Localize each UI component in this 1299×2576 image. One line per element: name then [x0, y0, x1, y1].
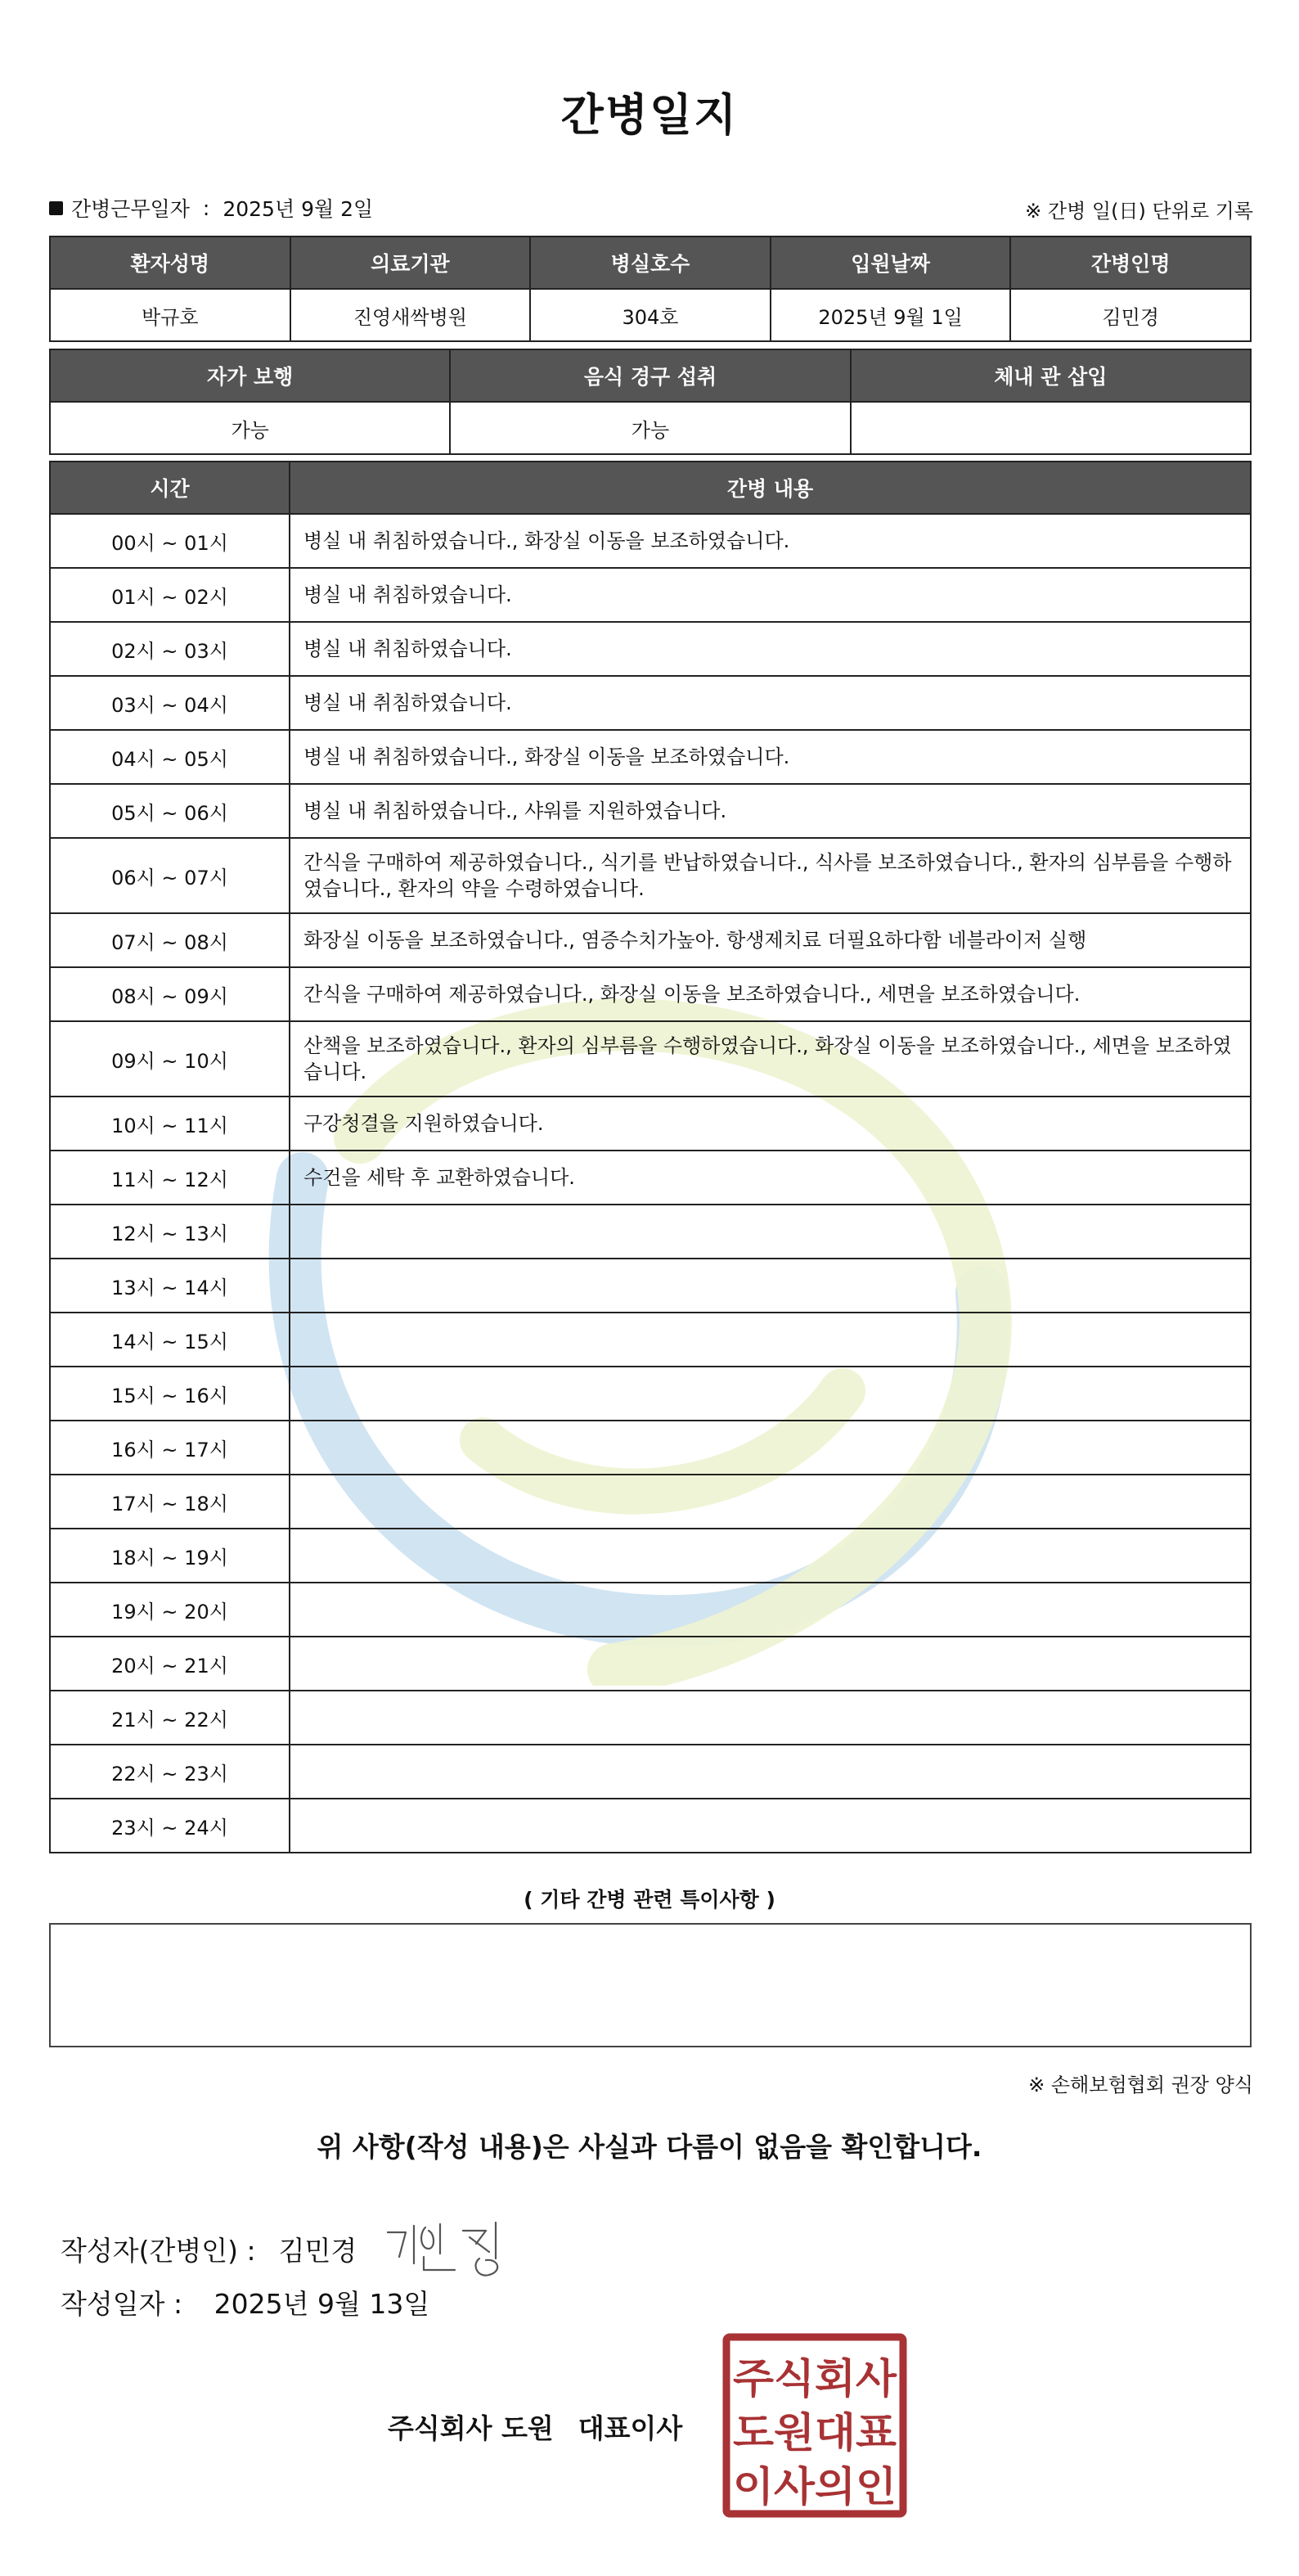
table-row — [50, 838, 1251, 913]
table-row — [50, 1259, 1251, 1313]
time-slot: 05시 ~ 06시 — [50, 784, 290, 838]
writer-line — [61, 2216, 512, 2281]
work-date-value: 2025년 9월 2일 — [222, 197, 374, 221]
time-slot: 12시 ~ 13시 — [50, 1205, 290, 1259]
time-slot: 09시 ~ 10시 — [50, 1021, 290, 1097]
care-content: 산책을 보조하였습니다., 환자의 심부름을 수행하였습니다., 화장실 이동을 보조하였습니다., 세면을 보조하였습니다. — [290, 1021, 1251, 1097]
care-content — [290, 1259, 1251, 1313]
oral-intake-value: 가능 — [450, 402, 850, 454]
care-content — [290, 1529, 1251, 1583]
table-row — [50, 730, 1251, 784]
written-date-label: 작성일자 : — [61, 2288, 183, 2320]
time-slot: 01시 ~ 02시 — [50, 568, 290, 622]
table-row — [50, 784, 1251, 838]
care-content: 병실 내 취침하였습니다., 화장실 이동을 보조하였습니다. — [290, 514, 1251, 568]
time-slot: 13시 ~ 14시 — [50, 1259, 290, 1313]
room-number: 304호 — [530, 289, 771, 341]
header-admission-date: 입원날짜 — [771, 236, 1011, 289]
care-content: 화장실 이동을 보조하였습니다., 염증수치가높아. 항생제치료 더필요하다함 네블라이저 실행 — [290, 913, 1251, 967]
time-slot: 14시 ~ 15시 — [50, 1313, 290, 1367]
care-content: 병실 내 취침하였습니다., 샤워를 지원하였습니다. — [290, 784, 1251, 838]
table-row — [50, 676, 1251, 730]
time-slot: 20시 ~ 21시 — [50, 1637, 290, 1691]
care-content — [290, 1205, 1251, 1259]
header-caregiver-name: 간병인명 — [1010, 236, 1251, 289]
table-row — [50, 1745, 1251, 1799]
table-row — [50, 1475, 1251, 1529]
care-content — [290, 1367, 1251, 1421]
care-content — [290, 1745, 1251, 1799]
form-source-note: ※ 손해보험협회 권장 양식 — [1028, 2074, 1253, 2096]
time-slot: 21시 ~ 22시 — [50, 1691, 290, 1745]
header-tube-insertion: 체내 관 삽입 — [851, 349, 1251, 402]
care-content: 구강청결을 지원하였습니다. — [290, 1097, 1251, 1151]
time-slot: 16시 ~ 17시 — [50, 1421, 290, 1475]
care-content — [290, 1475, 1251, 1529]
table-row — [50, 1151, 1251, 1205]
table-row — [50, 1529, 1251, 1583]
table-row — [50, 967, 1251, 1021]
admission-date: 2025년 9월 1일 — [771, 289, 1011, 341]
work-date-label: 간병근무일자 — [71, 197, 190, 221]
care-content: 간식을 구매하여 제공하였습니다., 화장실 이동을 보조하였습니다., 세면을 보조하였습니다. — [290, 967, 1251, 1021]
handwritten-signature — [381, 2216, 512, 2281]
svg-text:도원대표: 도원대표 — [733, 2409, 897, 2457]
header-room: 병실호수 — [530, 236, 771, 289]
patient-status-value-row — [50, 402, 1251, 454]
time-slot: 07시 ~ 08시 — [50, 913, 290, 967]
care-content — [290, 1637, 1251, 1691]
time-slot: 04시 ~ 05시 — [50, 730, 290, 784]
confirmation-statement: 위 사항(작성 내용)은 사실과 다름이 없음을 확인합니다. — [317, 2131, 982, 2163]
time-slot: 15시 ~ 16시 — [50, 1367, 290, 1421]
table-row — [50, 1097, 1251, 1151]
care-content: 병실 내 취침하였습니다., 화장실 이동을 보조하였습니다. — [290, 730, 1251, 784]
care-content: 병실 내 취침하였습니다. — [290, 676, 1251, 730]
table-row — [50, 514, 1251, 568]
institution-name: 진영새싹병원 — [290, 289, 531, 341]
header-self-walking: 자가 보행 — [50, 349, 450, 402]
header-institution: 의료기관 — [290, 236, 531, 289]
writer-name: 김민경 — [278, 2234, 357, 2267]
time-slot: 11시 ~ 12시 — [50, 1151, 290, 1205]
page-title: 간병일지 — [560, 89, 739, 141]
care-content — [290, 1691, 1251, 1745]
remarks-box — [49, 1923, 1252, 2047]
time-slot: 02시 ~ 03시 — [50, 622, 290, 676]
table-row — [50, 622, 1251, 676]
caregiver-name: 김민경 — [1010, 289, 1251, 341]
svg-text:이사의인: 이사의인 — [733, 2463, 897, 2511]
representative-title: 대표이사 — [578, 2412, 683, 2444]
company-name: 주식회사 도원 — [388, 2412, 554, 2444]
table-row — [50, 1799, 1251, 1853]
care-log-body — [50, 514, 1251, 1853]
care-content — [290, 1799, 1251, 1853]
svg-text:주식회사: 주식회사 — [733, 2355, 897, 2403]
care-log-header-row — [50, 462, 1251, 514]
time-slot: 19시 ~ 20시 — [50, 1583, 290, 1637]
table-row — [50, 1021, 1251, 1097]
time-slot: 23시 ~ 24시 — [50, 1799, 290, 1853]
company-line — [388, 2407, 682, 2446]
header-patient-name: 환자성명 — [50, 236, 290, 289]
time-slot: 00시 ~ 01시 — [50, 514, 290, 568]
care-content — [290, 1313, 1251, 1367]
patient-name: 박규호 — [50, 289, 290, 341]
table-row — [50, 568, 1251, 622]
header-time: 시간 — [50, 462, 290, 514]
time-slot: 06시 ~ 07시 — [50, 838, 290, 913]
table-row — [50, 1313, 1251, 1367]
care-content: 수건을 세탁 후 교환하였습니다. — [290, 1151, 1251, 1205]
patient-info-header-row — [50, 236, 1251, 289]
company-seal-stamp — [721, 2332, 908, 2519]
table-row — [50, 1691, 1251, 1745]
writer-label: 작성자(간병인) : — [61, 2234, 256, 2267]
tube-insertion-value — [851, 402, 1251, 454]
time-slot: 10시 ~ 11시 — [50, 1097, 290, 1151]
care-content: 병실 내 취침하였습니다. — [290, 568, 1251, 622]
care-log-table — [49, 461, 1252, 1853]
record-unit-note: ※ 간병 일(日) 단위로 기록 — [1025, 200, 1253, 223]
patient-status-header-row — [50, 349, 1251, 402]
time-slot: 03시 ~ 04시 — [50, 676, 290, 730]
time-slot: 08시 ~ 09시 — [50, 967, 290, 1021]
care-content: 병실 내 취침하였습니다. — [290, 622, 1251, 676]
header-oral-intake: 음식 경구 섭취 — [450, 349, 850, 402]
time-slot: 17시 ~ 18시 — [50, 1475, 290, 1529]
care-content: 간식을 구매하여 제공하였습니다., 식기를 반납하였습니다., 식사를 보조하였습니다., 환자의 심부름을 수행하였습니다., 환자의 약을 수령하였습니다. — [290, 838, 1251, 913]
work-date-line — [49, 193, 373, 223]
written-date-line — [61, 2283, 429, 2322]
header-care-content: 간병 내용 — [290, 462, 1251, 514]
table-row — [50, 1583, 1251, 1637]
remarks-title: ( 기타 간병 관련 특이사항 ) — [524, 1888, 775, 1912]
table-row — [50, 1367, 1251, 1421]
square-bullet-icon — [49, 201, 63, 215]
table-row — [50, 1637, 1251, 1691]
table-row — [50, 1421, 1251, 1475]
table-row — [50, 913, 1251, 967]
work-date-separator: : — [202, 196, 210, 220]
care-content — [290, 1421, 1251, 1475]
self-walking-value: 가능 — [50, 402, 450, 454]
table-row — [50, 1205, 1251, 1259]
written-date-value: 2025년 9월 13일 — [214, 2288, 430, 2320]
patient-info-value-row — [50, 289, 1251, 341]
time-slot: 22시 ~ 23시 — [50, 1745, 290, 1799]
care-content — [290, 1583, 1251, 1637]
patient-info-table — [49, 236, 1252, 342]
time-slot: 18시 ~ 19시 — [50, 1529, 290, 1583]
patient-status-table — [49, 349, 1252, 455]
